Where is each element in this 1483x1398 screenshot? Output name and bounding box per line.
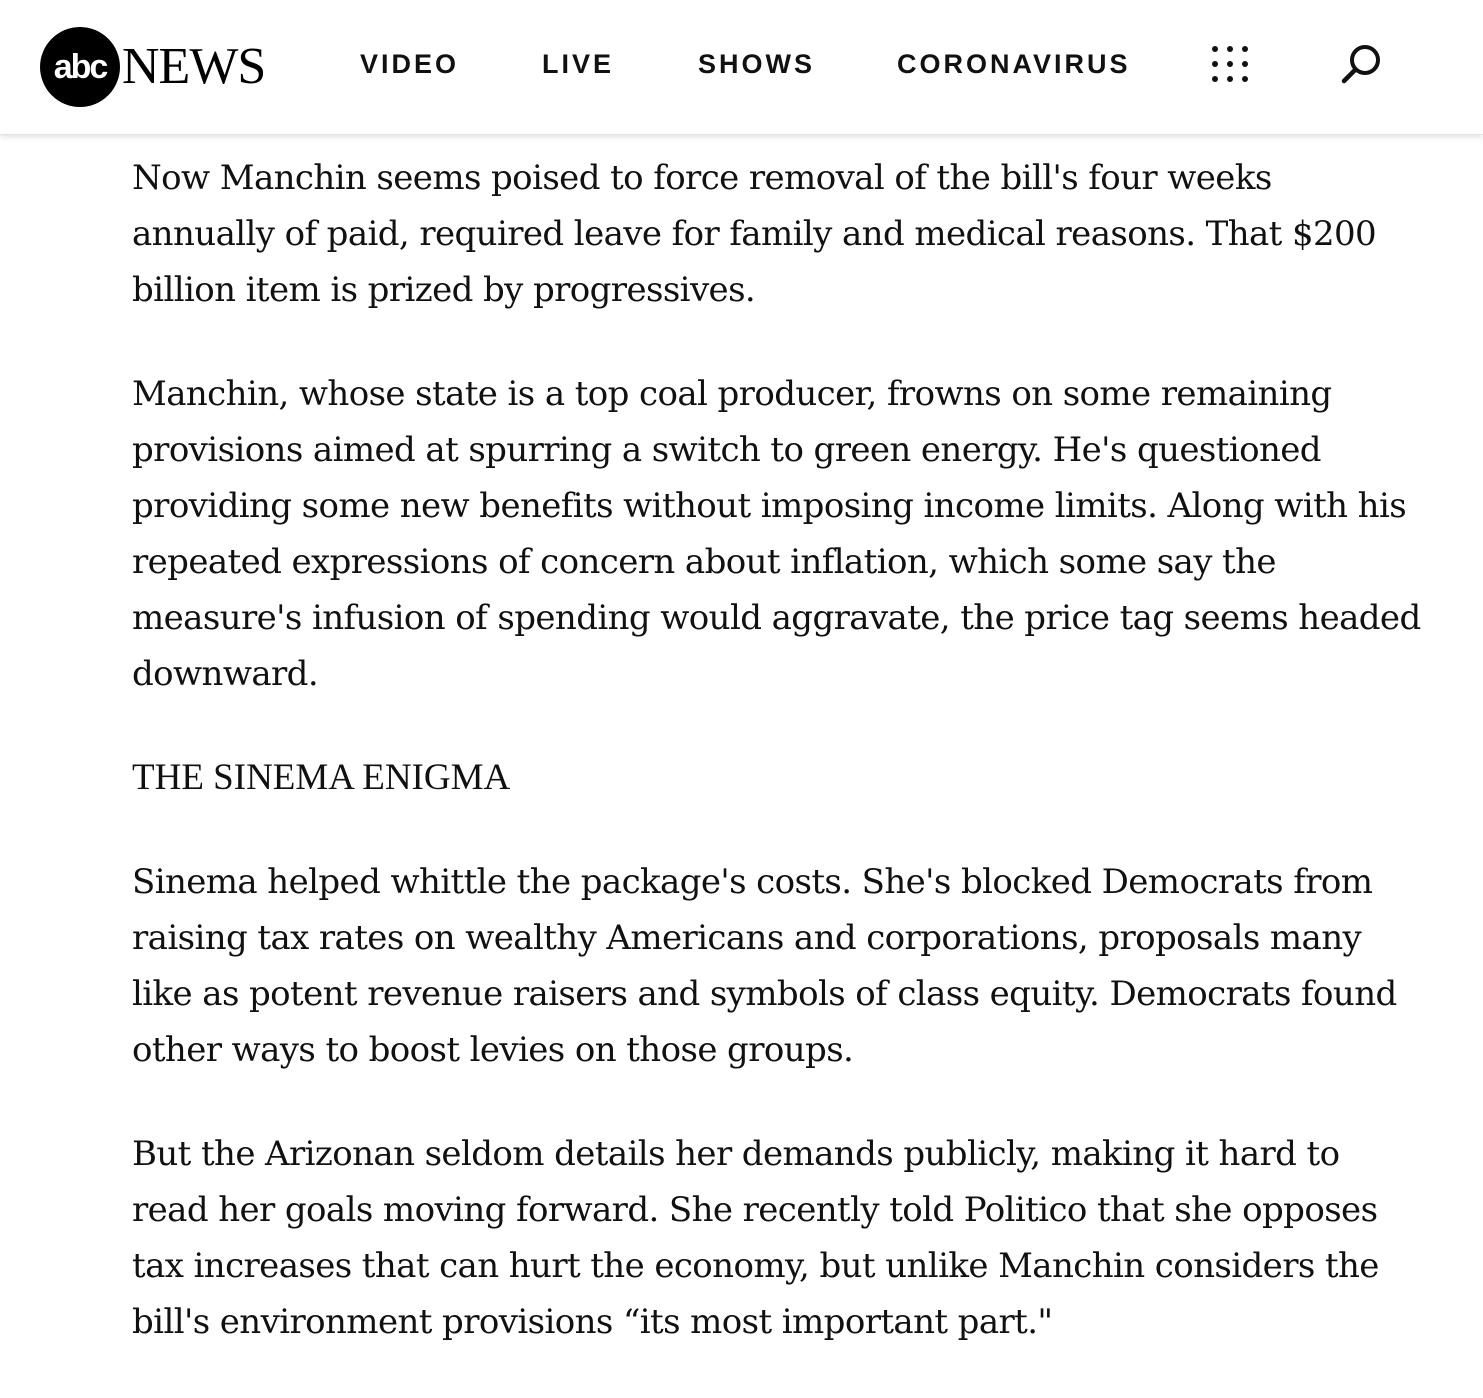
article-paragraph: Sinema helped whittle the package's costs. She's blocked Democrats from raising tax rates on wealthy Americans and corporations, proposals many like as potent revenue raisers and symbols of class equity. Democrats found other ways to boost levies on those groups. [132,862,1397,1070]
nav-video[interactable]: VIDEO [360,49,460,79]
nav-coronavirus[interactable]: CORONAVIRUS [897,49,1131,79]
abc-logo-circle: abc [40,27,120,107]
article-paragraph: Now Manchin seems poised to force removal of the bill's four weeks annually of paid, required leave for family and medical reasons. That $200 billion item is prized by progressives. [132,158,1377,310]
nav-live[interactable]: LIVE [542,49,615,79]
abc-news-logo[interactable] [40,27,265,107]
news-wordmark: NEWS [122,38,266,95]
article-paragraph: But the Arizonan seldom details her demands publicly, making it hard to read her goals moving forward. She recently told Politico that she opposes tax increases that can hurt the economy, but unlike Manchin considers the bill's environment provisions “its most important part." [132,1134,1379,1342]
grid-menu-icon[interactable] [1212,46,1248,82]
article-subheading: THE SINEMA ENIGMA [132,757,511,798]
article-paragraph: Manchin, whose state is a top coal producer, frowns on some remaining provisions aimed at spurring a switch to green energy. He's questioned providing some new benefits without imposing income limits. Along with his repeated expressions of concern about inflation, which some say the measure's infusion of spending would aggravate, the price tag seems headed downward. [132,374,1421,694]
article-body [132,150,1422,1398]
site-header [0,0,1483,135]
nav-shows[interactable]: SHOWS [698,49,816,79]
search-icon[interactable] [1340,42,1384,86]
